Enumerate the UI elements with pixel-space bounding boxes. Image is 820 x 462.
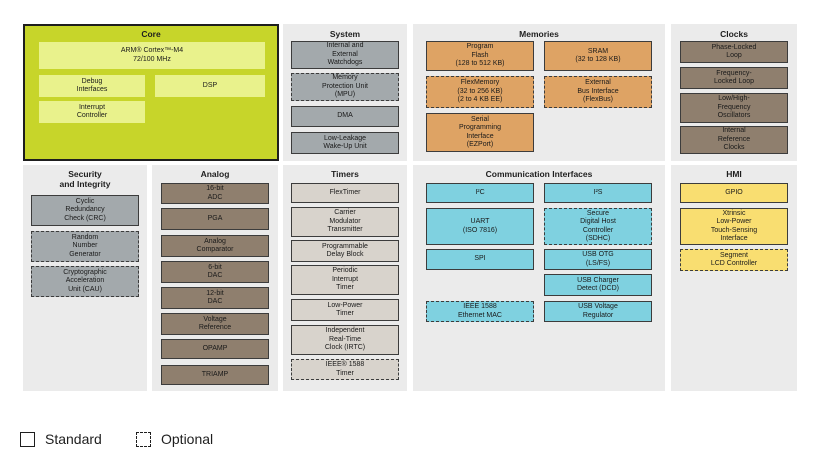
legend-standard-label: Standard (45, 431, 102, 447)
triamp-block: TRIAMP (161, 365, 269, 385)
clocks-title: Clocks (720, 29, 748, 39)
i2c-block: I²C (426, 183, 534, 203)
timers-title: Timers (331, 169, 359, 179)
external-bus-interface-block: External Bus Interface (FlexBus) (544, 76, 652, 108)
program-flash-block: Program Flash (128 to 512 KB) (426, 41, 534, 71)
hmi-title: HMI (726, 169, 742, 179)
uart-block: UART (ISO 7816) (426, 208, 534, 245)
wake-up-unit-block: Low-Leakage Wake-Up Unit (291, 132, 399, 154)
dsp-block: DSP (155, 75, 265, 97)
security-title: Security and Integrity (59, 169, 111, 189)
touch-sensing-block: Xtrinsic Low-Power Touch-Sensing Interface (680, 208, 788, 245)
comm-panel (413, 165, 665, 391)
fll-block: Frequency- Locked Loop (680, 67, 788, 89)
analog-comparator-block: Analog Comparator (161, 235, 269, 257)
system-title: System (329, 29, 361, 39)
ezport-block: Serial Programming Interface (EZPort) (426, 113, 534, 152)
internal-reference-clocks-block: Internal Reference Clocks (680, 126, 788, 154)
usb-charger-detect-block: USB Charger Detect (DCD) (544, 274, 652, 296)
security-panel (23, 165, 147, 391)
sdhc-block: Secure Digital Host Controller (SDHC) (544, 208, 652, 245)
hmi-panel (671, 165, 797, 391)
periodic-interrupt-timer-block: Periodic Interrupt Timer (291, 265, 399, 295)
segment-lcd-controller-block: Segment LCD Controller (680, 249, 788, 271)
core-title: Core (141, 29, 161, 39)
clocks-panel (671, 24, 797, 161)
spi-block: SPI (426, 249, 534, 270)
legend-optional-label: Optional (161, 431, 214, 447)
gpio-block: GPIO (680, 183, 788, 203)
analog-title: Analog (200, 169, 230, 179)
memories-panel (413, 24, 665, 161)
low-power-timer-block: Low-Power Timer (291, 299, 399, 321)
adc-16bit-block: 16-bit ADC (161, 183, 269, 204)
memories-title: Memories (519, 29, 559, 39)
rng-block: Random Number Generator (31, 231, 139, 262)
core-panel (23, 24, 279, 161)
dma-block: DMA (291, 106, 399, 127)
usb-otg-block: USB OTG (LS/FS) (544, 249, 652, 270)
oscillators-block: Low/High- Frequency Oscillators (680, 93, 788, 123)
pga-block: PGA (161, 208, 269, 230)
interrupt-controller-block: Interrupt Controller (39, 101, 145, 123)
pll-block: Phase-Locked Loop (680, 41, 788, 63)
legend-optional (136, 430, 213, 448)
dac-6bit-block: 6-bit DAC (161, 261, 269, 283)
i2s-block: I²S (544, 183, 652, 203)
debug-interfaces-block: Debug Interfaces (39, 75, 145, 97)
legend-standard (20, 430, 102, 448)
dac-12bit-block: 12-bit DAC (161, 287, 269, 309)
comm-title: Communication Interfaces (485, 169, 593, 179)
irtc-block: Independent Real-Time Clock (IRTC) (291, 325, 399, 355)
flexmemory-block: FlexMemory (32 to 256 KB) (2 to 4 KB EE) (426, 76, 534, 108)
flextimer-block: FlexTimer (291, 183, 399, 203)
sram-block: SRAM (32 to 128 KB) (544, 41, 652, 71)
standard-swatch (20, 432, 35, 447)
usb-voltage-regulator-block: USB Voltage Regulator (544, 301, 652, 322)
timers-panel (283, 165, 407, 391)
voltage-reference-block: Voltage Reference (161, 313, 269, 335)
cau-block: Cryptographic Acceleration Unit (CAU) (31, 266, 139, 297)
system-panel (283, 24, 407, 161)
carrier-modulator-block: Carrier Modulator Transmitter (291, 207, 399, 237)
analog-panel (152, 165, 278, 391)
opamp-block: OPAMP (161, 339, 269, 359)
watchdogs-block: Internal and External Watchdogs (291, 41, 399, 69)
ethernet-mac-block: IEEE 1588 Ethernet MAC (426, 301, 534, 322)
arm-cortex-m4-block: ARM® Cortex™-M4 72/100 MHz (39, 42, 265, 69)
mpu-block: Memory Protection Unit (MPU) (291, 73, 399, 101)
programmable-delay-block: Programmable Delay Block (291, 240, 399, 262)
crc-block: Cyclic Redundancy Check (CRC) (31, 195, 139, 226)
optional-swatch (136, 432, 151, 447)
ieee1588-timer-block: IEEE® 1588 Timer (291, 359, 399, 380)
